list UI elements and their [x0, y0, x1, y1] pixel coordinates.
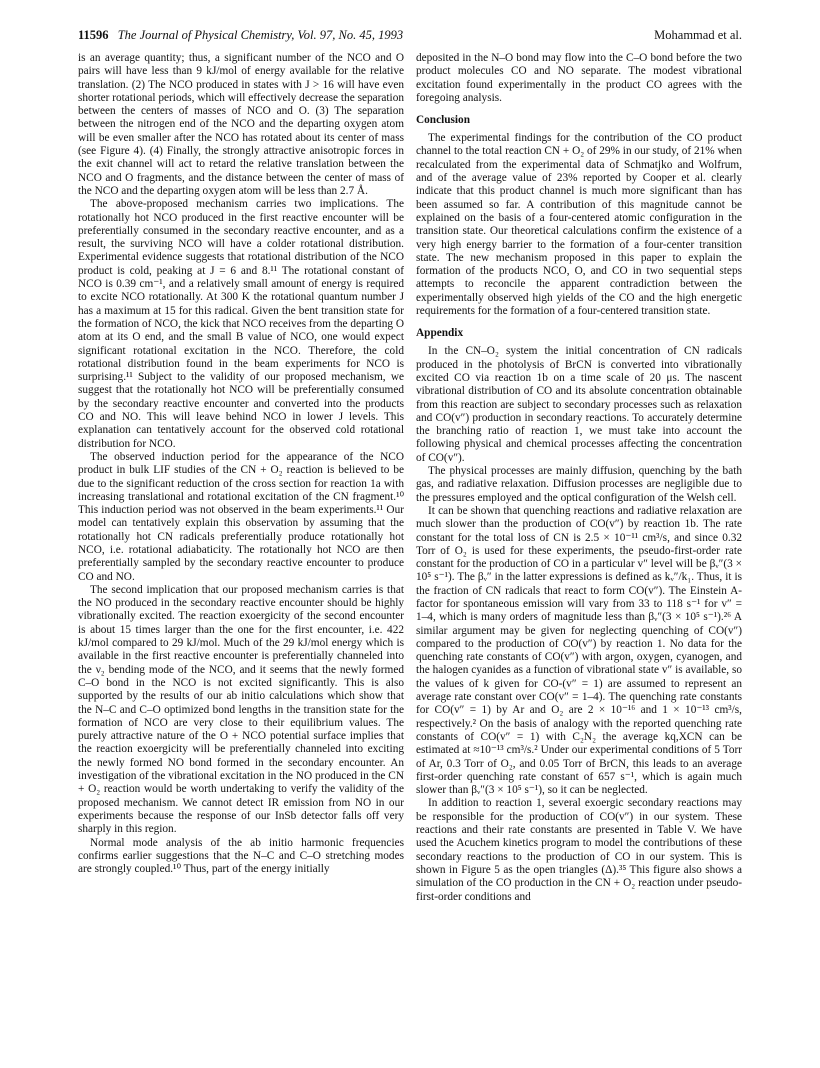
section-heading-appendix: Appendix: [416, 327, 464, 340]
section-heading-conclusion: Conclusion: [416, 114, 470, 127]
paragraph: deposited in the N–O bond may flow into the C–O bond before the two product molecules CO and NO separate. The modest vibrational excitation found experimentally in the product CO agrees with the foregoing analysis.: [416, 52, 742, 104]
paragraph: It can be shown that quenching reactions and radiative relaxation are much slower than the production of CO(v″) by reaction 1b. The rate constant for the total loss of CN is 2.5 × 10⁻¹¹ cm³/s, and since 0.32 Torr of O₂ is used for these experiments, the pseudo-first-order rate constant for the production of CO in a particular v″ level will be βᵥ″(3 × 10⁵ s⁻¹). The βᵥ″ in the latter expressions is defined as kᵥ″/k₁. Thus, it is the fraction of CN radicals that react to form CO(v″). The Einstein A-factor for spontaneous emission will vary from 33 to 118 s⁻¹ for v″ = 1–4, which is many orders of magnitude less than βᵥ″(3 × 10⁵ s⁻¹).²⁶ A similar argument may be given for neglecting quenching of CO(v″) compared to the production of CO(v″) by reaction 1. No data for the quenching rate constants of CO(v″) with argon, oxygen, cyanogen, and the halogen cyanides as a function of vibrational state v″ is available, so the values of k given for CO-(v″ = 1) are assumed to represent an average rate constant over CO(v″ = 1–4). The quenching rate constants for CO(v″ = 1) by Ar and O₂ are 2 × 10⁻¹⁶ and 1 × 10⁻¹³ cm³/s, respectively.² On the basis of analogy with the reported quenching rate constants of CO(v″ = 1) with C₂N₂ the average kq,XCN can be estimated at ≈10⁻¹³ cm³/s.² Under our experimental conditions of 5 Torr of Ar, 0.3 Torr of O₂, and 0.05 Torr of BrCN, this leads to an average first-order quenching rate constant of 657 s⁻¹, which is again much slower than βᵥ″(3 × 10⁵ s⁻¹), so it can be neglected.: [416, 504, 742, 797]
paragraph: In addition to reaction 1, several exoergic secondary reactions may be responsible for the production of CO(v″) in our system. These reactions and their rate constants are presented in Table V. We have used the Acuchem kinetics program to model the contributions of these secondary reactions to the production of CO in our system. This is shown in Figure 5 as the open triangles (Δ).³⁵ This figure also shows a simulation of the CO production in the CN + O₂ reaction under pseudo-first-order conditions and: [416, 797, 742, 903]
running-header: [78, 28, 742, 46]
running-authors: Mohammad et al.: [654, 28, 742, 42]
paragraph: The experimental findings for the contribution of the CO product channel to the total reaction CN + O₂ of 29% in our study, of 21% when recalculated from the experimental data of Schmatjko and Wolfrum, and of the average value of 23% reported by Cooper et al. clearly indicate that this product channel is much more significant than has been assumed so far. A contribution of this magnitude cannot be explained on the basis of a four-centered atomic configuration in the transition state. Our theoretical calculations confirm the existence of a very high energy barrier to the formation of a four-center transition state. The new mechanism proposed in this paper to explain the formation of the products NCO, O, and CO in two sequential steps attempts to reconcile the apparent contradiction between the experimentally observed high yields of the CO and the high energetic requirements for the formation of a four-centered transition state.: [416, 132, 742, 318]
paragraph: The physical processes are mainly diffusion, quenching by the bath gas, and radiative relaxation. Diffusion processes are negligible due to the pressures employed and the optical configuration of the Welsh cell.: [416, 465, 742, 504]
paragraph: The above-proposed mechanism carries two implications. The rotationally hot NCO produced in the first reactive encounter will be preferentially consumed in the secondary reactive encounter, and as a result, the surviving NCO will have a colder rotational distribution. Experimental evidence suggests that rotational distribution of the NCO product is cold, peaking at J = 6 and 8.¹¹ The rotational constant of NCO is 0.39 cm⁻¹, and a relatively small amount of energy is required to excite NCO rotationally. At 300 K the rotational quantum number J has a maximum at 15 for this radical. Given the bent transition state for the formation of NCO, the kick that NCO receives from the departing O atom at its O end, and the small B value of NCO, one would expect significant rotational excitation in the NCO. Therefore, the cold rotational distribution found in the beam experiments for NCO is surprising.¹¹ Subject to the validity of our proposed mechanism, we suggest that the rotationally hot NCO will be preferentially consumed by the secondary reactive encounter and converted into the products CO and NO. This will leave behind NCO in lower J levels. This explanation can tentatively account for the observed cold rotational distribution for NCO.: [78, 198, 404, 450]
right-column: [416, 52, 742, 904]
page-number: 11596: [78, 28, 109, 42]
paragraph: is an average quantity; thus, a significant number of the NCO and O pairs will have less than 9 kJ/mol of energy available for the relative translation. (2) The NCO produced in states with J > 16 will have even shorter rotational periods, which will effectively decrease the separation between the centers of masses of NCO and O. (3) The separation between the nitrogen end of the NCO and the departing oxygen atom will be even smaller after the NCO has rotated about its center of mass (see Figure 4). (4) Finally, the strongly attractive anisotropic forces in the exit channel will act to retard the relative translation between the NCO and O fragments, and the distance between the center of mass of the NCO and the departing oxygen atom will be less than 2.7 Å.: [78, 52, 404, 197]
journal-citation: The Journal of Physical Chemistry, Vol. 97, No. 45, 1993: [117, 28, 404, 42]
paragraph: The second implication that our proposed mechanism carries is that the NO produced in the secondary reactive encounter should be highly vibrationally excited. The reaction exoergicity of the second encounter is about 15 times larger than the one for the first encounter, i.e. 422 kJ/mol compared to 29 kJ/mol. Much of the 29 kJ/mol energy which is available in the first reactive encounter is preferentially channeled into the ν₂ bending mode of the NCO, and it seems that the newly formed C–O bond in the NCO is not excited significantly. This is also supported by the results of our ab initio calculations which show that the N–C and C–O optimized bond lengths in the transition state for the formation of NCO are very close to their equilibrium values. The purely attractive nature of the O + NCO potential surface implies that the reaction exoergicity will be preferentially channeled into exciting the newly formed NO bond formed in the secondary encounter. An investigation of the vibrational excitation in the NO produced in the CN + O₂ reaction would be worth undertaking to verify the validity of the proposed mechanism. We cannot detect IR emission from NO in our experiments because the response of our InSb detector falls off very sharply in this region.: [78, 583, 404, 836]
left-column: [78, 52, 404, 876]
paragraph: The observed induction period for the appearance of the NCO product in bulk LIF studies of the CN + O₂ reaction is believed to be due to the significant reduction of the cross section for reaction 1a with increasing translational and rotational excitation of the CN fragment.¹⁰ This induction period was not observed in the beam experiments.¹¹ Our model can tentatively explain this observation by assuming that the rotationally hot CN radicals preferentially produce rotationally hot NCO, i.e. rotational adiabaticity. The rotationally hot NCO are then preferentially sampled by the secondary reactive encounter to produce CO and NO.: [78, 450, 404, 583]
paragraph: In the CN–O₂ system the initial concentration of CN radicals produced in the photolysis of BrCN is converted into vibrationally excited CO via reaction 1b on a time scale of 20 μs. The nascent vibrational distribution of CO and its absolute concentration obtainable from this reaction are subject to secondary processes such as relaxation and CO(v″) production in secondary reactions. To accurately determine the branching ratio of reaction 1, we must take into account the following physical and chemical processes affecting the concentration of CO(v″).: [416, 345, 742, 464]
paragraph: Normal mode analysis of the ab initio harmonic frequencies confirms earlier suggestions that the N–C and C–O stretching modes are strongly coupled.¹⁰ Thus, part of the energy initially: [78, 836, 404, 876]
